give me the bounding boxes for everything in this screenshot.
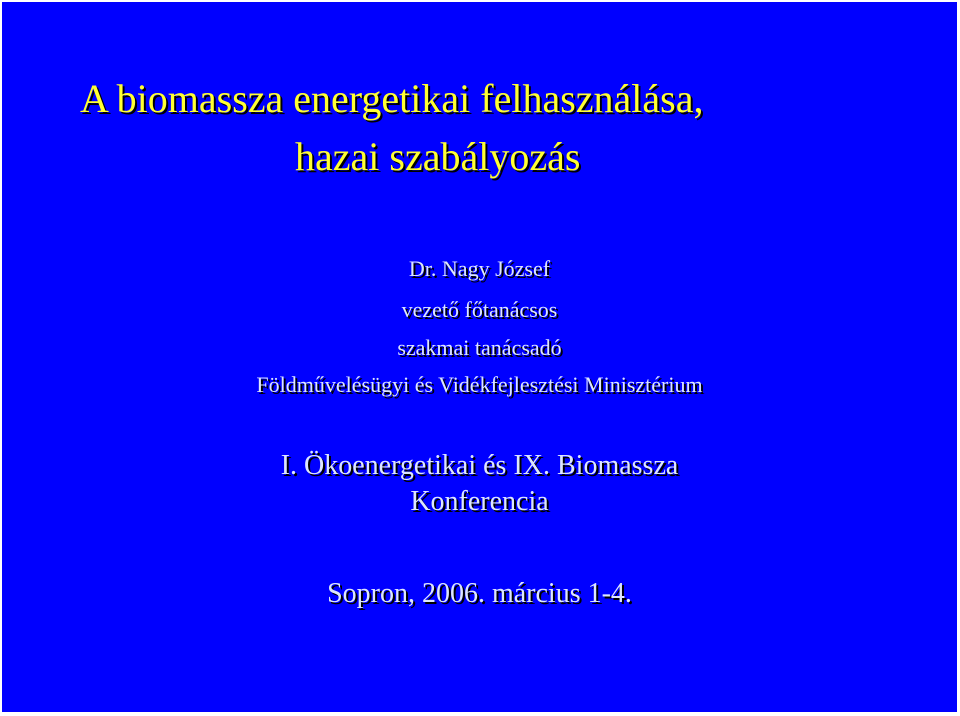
- presentation-slide: [2, 2, 957, 712]
- title-line-2: hazai szabályozás: [295, 134, 581, 179]
- conference-line-2: Konferencia: [410, 486, 549, 517]
- author-role: szakmai tanácsadó: [397, 335, 562, 360]
- author-ministry: Földművelésügyi és Vidékfejlesztési Minisztérium: [256, 372, 703, 397]
- slide-title: [80, 70, 940, 186]
- title-line-1: A biomassza energetikai felhasználása,: [80, 76, 704, 121]
- author-position: vezető főtanácsos: [401, 297, 558, 322]
- author-name: Dr. Nagy József: [408, 256, 551, 281]
- location-date: Sopron, 2006. március 1-4.: [327, 578, 632, 609]
- conference-line-1: I. Ökoenergetikai és IX. Biomassza: [280, 450, 679, 481]
